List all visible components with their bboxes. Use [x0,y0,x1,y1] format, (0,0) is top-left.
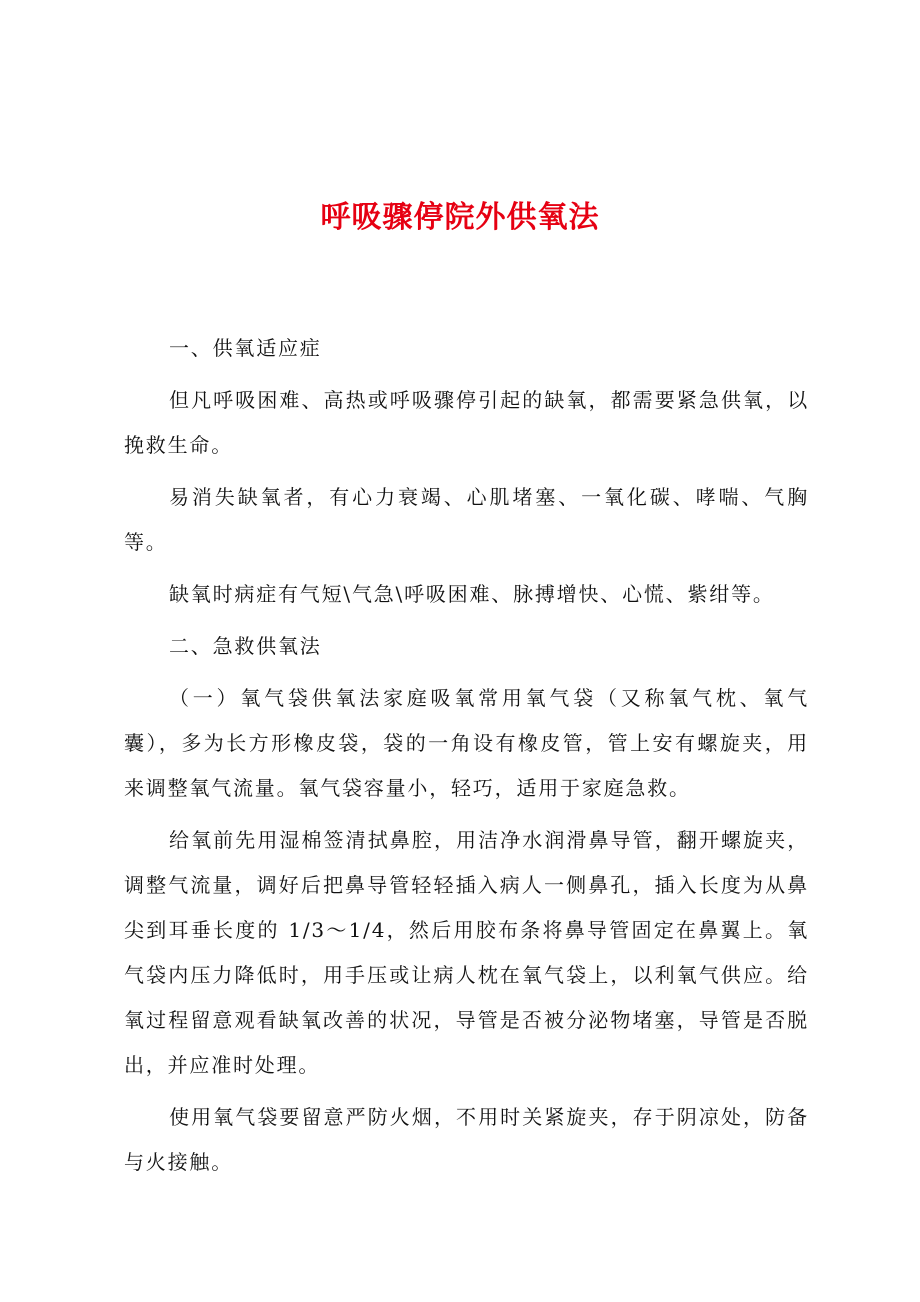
document-title: 呼吸骤停院外供氧法 [320,200,600,235]
paragraph-symptoms: 缺氧时病症有气短\气急\呼吸困难、脉搏增快、心慌、紫绀等。 [169,582,775,606]
paragraph-oxygen-bag: （一）氧气袋供氧法家庭吸氧常用氧气袋（又称氧气枕、氧气囊），多为长方形橡皮袋，袋的一角设有橡皮管，管上安有螺旋夹，用来调整氧气流量。氧气袋容量小，轻巧，适用于家庭急救。 [124,686,809,800]
section-heading-emergency-oxygen: 二、急救供氧法 [169,634,322,658]
paragraph-procedure: 给氧前先用湿棉签清拭鼻腔，用洁净水润滑鼻导管，翻开螺旋夹，调整气流量，调好后把鼻导管轻轻插入病人一侧鼻孔，插入长度为从鼻尖到耳垂长度的 1/3～1/4，然后用胶布条将鼻导管固定在鼻翼上。氧气袋内压力降低时，用手压或让病人枕在氧气袋上，以利氧气供应。给氧过程留意观看缺氧改善的状况，导管是否被分泌物堵塞，导管是否脱出，并应准时处理。 [124,828,809,1077]
paragraph-safety: 使用氧气袋要留意严防火烟，不用时关紧旋夹，存于阴凉处，防备与火接触。 [124,1105,809,1174]
paragraph-oxygen-need: 但凡呼吸困难、高热或呼吸骤停引起的缺氧，都需要紧急供氧，以挽救生命。 [124,388,809,457]
section-heading-indications: 一、供氧适应症 [169,336,322,360]
document-body [124,326,809,1185]
paragraph-at-risk: 易消失缺氧者，有心力衰竭、心肌堵塞、一氧化碳、哮喘、气胸等。 [124,485,809,554]
